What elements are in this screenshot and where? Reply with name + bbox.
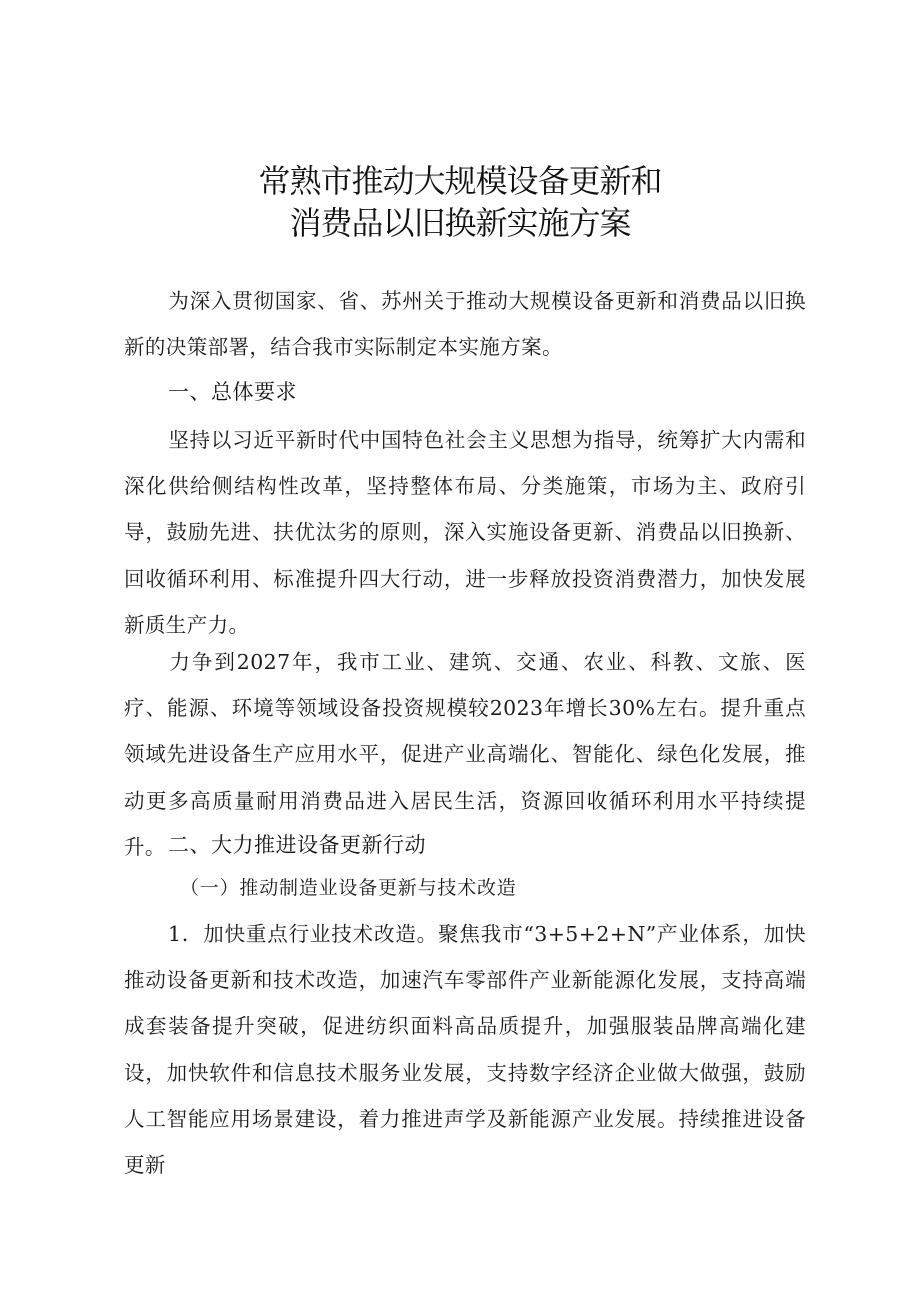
section-1-paragraph-1 [124,417,806,648]
document-title-line-2: 消费品以旧换新实施方案 [289,204,631,242]
intro-text: 为深入贯彻国家、省、苏州关于推动大规模设备更新和消费品以旧换新的决策部署，结合我市实际制定本实施方案。 [124,289,806,360]
document-title-line-1: 常熟市推动大规模设备更新和 [258,162,662,200]
section-2-item-1 [124,911,806,1188]
section-1-paragraph-1-text: 坚持以习近平新时代中国特色社会主义思想为指导，统筹扩大内需和深化供给侧结构性改革，坚持整体布局、分类施策，市场为主、政府引导，鼓励先进、扶优汰劣的原则，深入实施设备更新、消费品以旧换新、回收循环利用、标准提升四大行动，进一步释放投资消费潜力，加快发展新质生产力。 [124,428,806,637]
section-2-item-1-text: 1．加快重点行业技术改造。聚焦我市“3+5+2+N”产业体系，加快推动设备更新和技术改造，加速汽车零部件产业新能源化发展，支持高端成套装备提升突破，促进纺织面料高品质提升，加强服装品牌高端化建设，加快软件和信息技术服务业发展，支持数字经济企业做大做强，鼓励人工智能应用场景建设，着力推进声学及新能源产业发展。持续推进设备更新 [124,922,806,1178]
section-1-heading: 一、总体要求 [168,380,297,404]
section-1-paragraph-2-text: 力争到2027年，我市工业、建筑、交通、农业、科教、文旅、医疗、能源、环境等领域设备投资规模较2023年增长30%左右。提升重点领域先进设备生产应用水平，促进产业高端化、智能化、绿色化发展，推动更多高质量耐用消费品进入居民生活，资源回收循环利用水平持续提升。 [124,650,806,859]
section-2-heading: 二、大力推进设备更新行动 [168,833,426,857]
intro-paragraph [124,278,806,370]
section-2-subheading-1: （一）推动制造业设备更新与技术改造 [180,877,517,899]
